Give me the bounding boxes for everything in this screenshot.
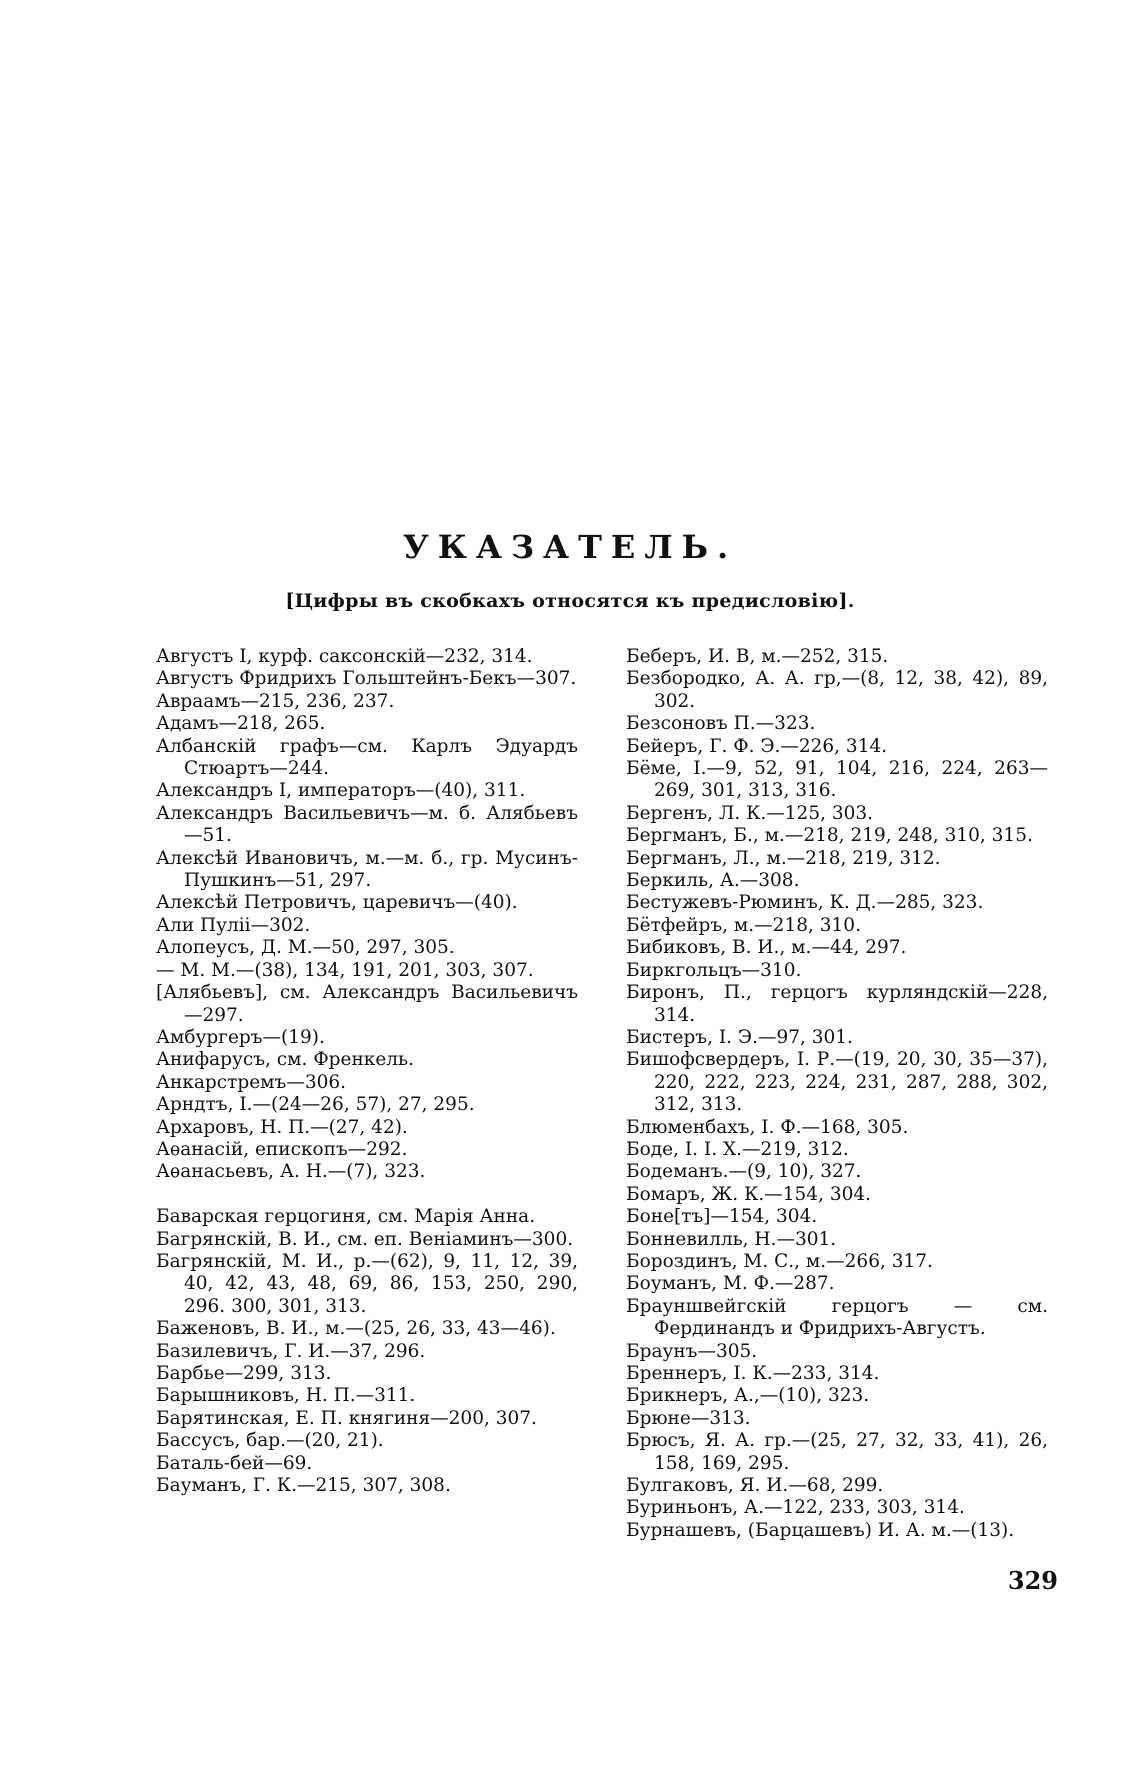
- index-entry: [Алябьевъ], см. Александръ Васильевичъ—297.: [156, 982, 578, 1026]
- index-entry: Бреннеръ, I. К.—233, 314.: [626, 1363, 880, 1384]
- index-entry: Брюсъ, Я. А. гр.—(25, 27, 32, 33, 41), 26, 158, 169, 295.: [626, 1430, 1048, 1474]
- index-entry: Бергенъ, Л. К.—125, 303.: [626, 802, 874, 824]
- index-entry: Баварская герцогиня, см. Марія Анна.: [156, 1206, 536, 1228]
- index-column-left: [156, 646, 578, 1497]
- index-entry: Брюне—313.: [626, 1407, 751, 1429]
- page-number: 329: [1007, 1566, 1058, 1595]
- index-entry: Беркиль, А.—308.: [626, 870, 800, 892]
- index-entry: Алопеусъ, Д. М.—50, 297, 305.: [156, 937, 455, 959]
- index-entry: Бейеръ, Г. Ф. Э.—226, 314.: [626, 735, 888, 757]
- page-title: УКАЗАТЕЛЬ.: [402, 528, 738, 566]
- index-entry: Боуманъ, М. Ф.—287.: [626, 1273, 835, 1295]
- index-entry: Аѳанасьевъ, А. Н.—(7), 323.: [156, 1161, 426, 1183]
- index-entry: — М. М.—(38), 134, 191, 201, 303, 307.: [156, 959, 534, 981]
- index-entry: Адамъ—218, 265.: [156, 713, 326, 735]
- index-column-right: [626, 646, 1048, 1542]
- index-entry: Багрянскій, В. И., см. еп. Веніаминъ—300.: [156, 1228, 574, 1250]
- index-entry: Анифарусъ, см. Френкель.: [156, 1049, 415, 1071]
- index-entry: Баженовъ, В. И., м.—(25, 26, 33, 43—46).: [156, 1318, 556, 1340]
- index-entry: Бомаръ, Ж. К.—154, 304.: [626, 1183, 872, 1205]
- index-entry: Брикнеръ, А.,—(10), 323.: [626, 1385, 870, 1407]
- index-entry: Безсоновъ П.—323.: [626, 713, 816, 735]
- index-entry: Амбургеръ—(19).: [156, 1026, 325, 1048]
- index-entry: Августъ Фридрихъ Гольштейнъ-Бекъ—307.: [156, 668, 577, 690]
- index-entry: Арндтъ, I.—(24—26, 57), 27, 295.: [156, 1094, 475, 1116]
- index-entry: Безбородко, А. А. гр,—(8, 12, 38, 42), 89, 302.: [626, 668, 1048, 712]
- index-entry: Александръ Васильевичъ—м. б. Алябьевъ—51.: [156, 802, 578, 847]
- index-entry: Буриньонъ, А.—122, 233, 303, 314.: [626, 1497, 965, 1519]
- index-entry: Бёме, I.—9, 52, 91, 104, 216, 224, 263—269, 301, 313, 316.: [626, 758, 1048, 802]
- index-entry: Анкарстремъ—306.: [156, 1071, 347, 1093]
- index-entry: Бибиковъ, В. И., м.—44, 297.: [626, 937, 907, 959]
- index-entry: Александръ I, императоръ—(40), 311.: [156, 780, 526, 802]
- index-entry: Беберъ, И. В, м.—252, 315.: [626, 646, 889, 667]
- index-entry: Бергманъ, Л., м.—218, 219, 312.: [626, 847, 941, 869]
- index-entry: Барышниковъ, Н. П.—311.: [156, 1385, 416, 1407]
- index-entry: Августъ I, курф. саксонскій—232, 314.: [156, 646, 533, 667]
- index-entry: Алексѣй Петровичъ, царевичъ—(40).: [156, 892, 518, 914]
- section-gap: [156, 1184, 578, 1206]
- index-entry: Бонневилль, Н.—301.: [626, 1228, 837, 1250]
- index-entry: Бауманъ, Г. К.—215, 307, 308.: [156, 1475, 451, 1497]
- index-entry: Баталь-бей—69.: [156, 1452, 313, 1474]
- index-entry: Браунъ—305.: [626, 1340, 758, 1362]
- index-entry: Барбье—299, 313.: [156, 1362, 332, 1384]
- index-entry: Биронъ, П., герцогъ курляндскій—228, 314.: [626, 982, 1048, 1026]
- index-entry: Барятинская, Е. П. княгиня—200, 307.: [156, 1407, 537, 1429]
- index-entry: Алексѣй Ивановичъ, м.—м. б., гр. Мусинъ-Пушкинъ—51, 297.: [156, 847, 578, 892]
- index-entry: Архаровъ, Н. П.—(27, 42).: [156, 1116, 408, 1138]
- index-entry: Албанскій графъ—см. Карлъ Эдуардъ Стюартъ—244.: [156, 735, 578, 780]
- index-entry: Базилевичъ, Г. И.—37, 296.: [156, 1340, 426, 1362]
- index-entry: Бодеманъ.—(9, 10), 327.: [626, 1161, 862, 1183]
- index-entry: Бассусъ, бар.—(20, 21).: [156, 1430, 384, 1452]
- index-entry: Бороздинъ, М. С., м.—266, 317.: [626, 1250, 933, 1272]
- index-entry: Бестужевъ-Рюминъ, К. Д.—285, 323.: [626, 892, 984, 914]
- index-entry: Аѳанасій, епископъ—292.: [156, 1138, 408, 1160]
- index-entry: Блюменбахъ, I. Ф.—168, 305.: [626, 1116, 909, 1138]
- index-entry: Булгаковъ, Я. И.—68, 299.: [626, 1475, 884, 1497]
- index-entry: Али Пуліі—302.: [156, 914, 311, 936]
- index-entry: Брауншвейгскій герцогъ — см. Фердинандъ и Фридрихъ-Августъ.: [626, 1295, 1048, 1340]
- index-entry: Боне[тъ]—154, 304.: [626, 1206, 818, 1228]
- index-entry: Бишофсвердеръ, I. Р.—(19, 20, 30, 35—37), 220, 222, 223, 224, 231, 287, 288, 302, 312, 313.: [626, 1049, 1048, 1116]
- index-entry: Багрянскій, М. И., р.—(62), 9, 11, 12, 39, 40, 42, 43, 48, 69, 86, 153, 250, 290, 296. 300, 301, 313.: [156, 1250, 578, 1317]
- page-subtitle: [Цифры въ скобкахъ относятся къ предисловію].: [285, 590, 855, 612]
- index-entry: Бистеръ, I. Э.—97, 301.: [626, 1026, 853, 1048]
- index-entry: Бурнашевъ, (Барцашевъ) И. А. м.—(13).: [626, 1519, 1015, 1541]
- index-entry: Биркгольцъ—310.: [626, 959, 802, 981]
- index-entry: Авраамъ—215, 236, 237.: [156, 690, 395, 712]
- index-entry: Бётфейръ, м.—218, 310.: [626, 914, 861, 936]
- index-entry: Боде, I. I. Х.—219, 312.: [626, 1138, 849, 1160]
- index-entry: Бергманъ, Б., м.—218, 219, 248, 310, 315.: [626, 825, 1033, 847]
